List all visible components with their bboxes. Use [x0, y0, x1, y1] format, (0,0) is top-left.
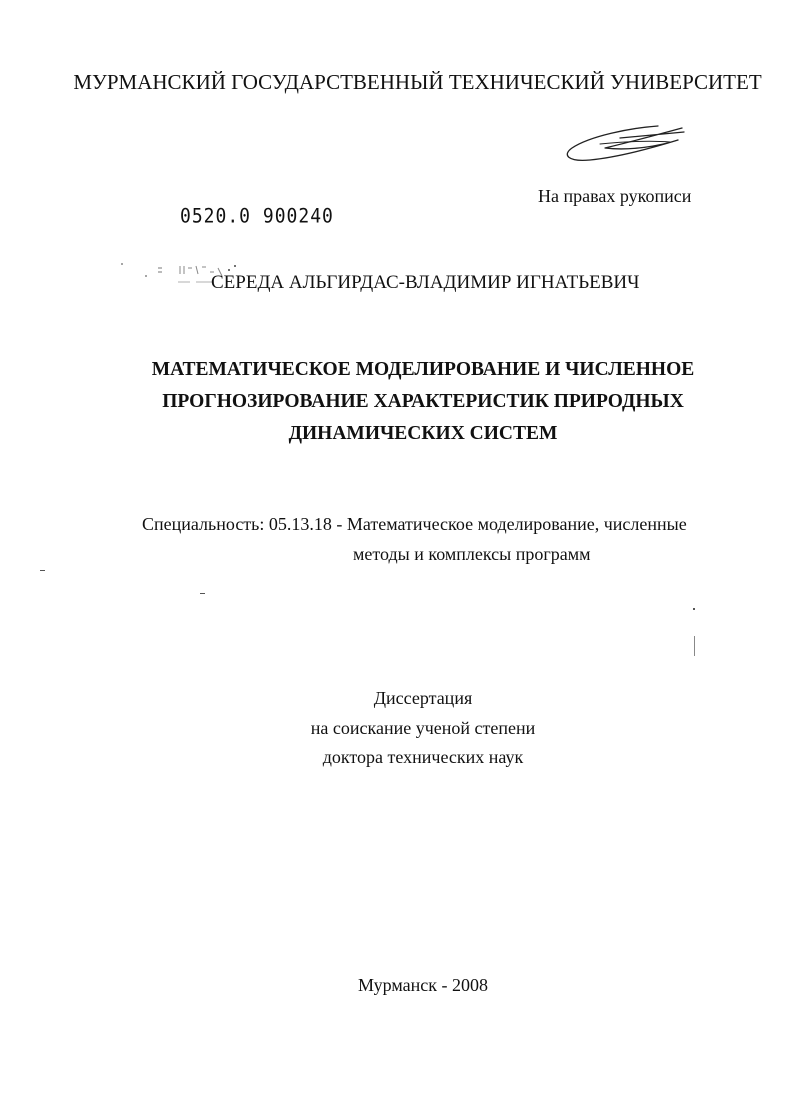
- author-name: СЕРЕДА АЛЬГИРДАС-ВЛАДИМИР ИГНАТЬЕВИЧ: [211, 272, 640, 293]
- manuscript-rights-note: На правах рукописи: [538, 186, 692, 206]
- handwritten-signature: [560, 118, 690, 168]
- archive-number-stamp: 0520.0 900240: [180, 204, 334, 229]
- scan-speck: [200, 593, 205, 594]
- scan-speck: [40, 570, 45, 571]
- degree-line-2: доктора технических наук: [322, 747, 524, 767]
- university-name: МУРМАНСКИЙ ГОСУДАРСТВЕННЫЙ ТЕХНИЧЕСКИЙ УНИВЕРСИТЕТ: [73, 70, 762, 94]
- specialty-line-2: методы и комплексы программ: [353, 544, 591, 564]
- document-type: Диссертация: [373, 688, 473, 708]
- specialty-line-1: Специальность: 05.13.18 - Математическое моделирование, численные: [142, 514, 687, 534]
- thesis-title-line-2: ПРОГНОЗИРОВАНИЕ ХАРАКТЕРИСТИК ПРИРОДНЫХ: [162, 391, 684, 412]
- thesis-title-line-3: ДИНАМИЧЕСКИХ СИСТЕМ: [288, 423, 558, 444]
- degree-line-1: на соискание ученой степени: [310, 718, 536, 738]
- thesis-title-line-1: МАТЕМАТИЧЕСКОЕ МОДЕЛИРОВАНИЕ И ЧИСЛЕННОЕ: [151, 359, 695, 380]
- scan-speck: [694, 636, 695, 656]
- city-and-year: Мурманск - 2008: [358, 975, 488, 995]
- scan-speck: [693, 608, 695, 610]
